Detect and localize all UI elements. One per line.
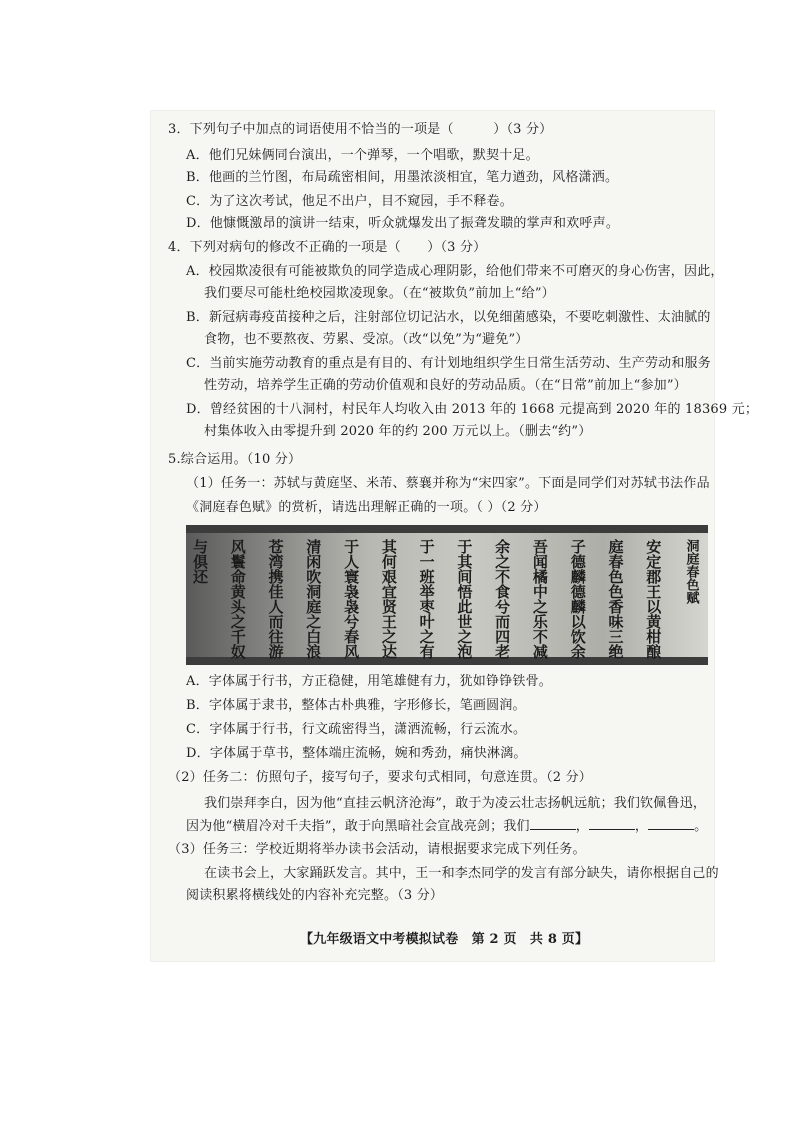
calligraphy-column: 于其间悟此世之泡 <box>455 539 474 659</box>
q5-task2-line2: 我们崇拜李白，因为他“直挂云帆济沧海”，敢于为凌云壮志扬帆远航；我们钦佩鲁迅， <box>204 796 707 811</box>
calligraphy-column: 庭春色色香味三绝 <box>606 539 625 659</box>
q4-option-a-line1: A．校园欺凌很有可能被欺负的同学造成心理阴影，给他们带来不可磨灭的身心伤害，因此， <box>186 264 724 279</box>
q5-task1-option-b: B．字体属于隶书，整体古朴典雅，字形修长，笔画圆润。 <box>186 698 526 713</box>
calligraphy-column: 子德麟德麟以饮余 <box>568 539 587 659</box>
calligraphy-artwork <box>186 525 708 665</box>
q3-option-b: B．他画的兰竹图，布局疏密相间，用墨浓淡相宜，笔力遒劲，风格潇洒。 <box>186 170 619 185</box>
q4-option-b-line2: 食物，也不要熬夜、劳累、受凉。（改“以免”为“避免”） <box>204 332 529 347</box>
q3-stem: 3．下列句子中加点的词语使用不恰当的一项是（ ）（3 分） <box>168 122 553 137</box>
q4-option-d-line2: 村集体收入由零提升到 2020 年的约 200 万元以上。（删去“约”） <box>204 424 592 439</box>
q4-option-c-line1: C．当前实施劳动教育的重点是有目的、有计划地组织学生日常生活劳动、生产劳动和服务 <box>186 356 711 371</box>
calligraphy-column: 安定郡王以黄柑酿 <box>644 539 663 659</box>
page-footer: 【九年级语文中考模拟试卷 第 2 页 共 8 页】 <box>300 932 589 947</box>
comma-2: ， <box>634 819 649 834</box>
q4-option-c-line2: 性劳动，培养学生正确的劳动价值观和良好的劳动品质。（在“日常”前加上“参加”） <box>204 378 687 393</box>
q4-option-a-line2: 我们要尽可能杜绝校园欺凌现象。（在“被欺负”前加上“给”） <box>204 286 555 301</box>
calligraphy-column: 于一班举枣叶之有 <box>417 539 436 659</box>
calligraphy-column: 余之不食兮而四老 <box>493 539 512 659</box>
q5-task1-option-a: A．字体属于行书，方正稳健，用笔雄健有力，犹如铮铮铁骨。 <box>186 674 552 689</box>
q5-task1-option-c: C．字体属于行书，行文疏密得当，潇洒流畅，行云流水。 <box>186 722 527 737</box>
answer-blank-1[interactable] <box>530 818 576 830</box>
q4-option-d-line1: D．曾经贫困的十八洞村，村民年人均收入由 2013 年的 1668 元提高到 2020 年的 18369 元； <box>186 402 759 417</box>
calligraphy-column: 洞庭春色赋 <box>683 539 699 604</box>
q5-task2-line1: （2）任务二：仿照句子，接写句子，要求句式相同，句意连贯。（2 分） <box>168 770 592 785</box>
calligraphy-column: 于人寰袅袅兮春风 <box>342 539 361 659</box>
calligraphy-column: 其何艰宜贤王之达 <box>379 539 398 659</box>
q5-stem: 5.综合运用。（10 分） <box>168 452 302 467</box>
calligraphy-column: 吾闻橘中之乐不减 <box>530 539 549 659</box>
calligraphy-column: 与俱还 <box>191 539 209 584</box>
q5-task2-line3 <box>186 818 707 835</box>
q5-task2-line3-text: 因为他“横眉冷对千夫指”，敢于向黑暗社会宣战亮剑；我们 <box>186 819 530 834</box>
period: 。 <box>694 819 708 834</box>
q4-stem: 4．下列对病句的修改不正确的一项是（ ）（3 分） <box>168 240 487 255</box>
q5-task1-line2: 《洞庭春色赋》的赏析，请选出理解正确的一项。（ ）（2 分） <box>186 500 547 515</box>
comma-1: ， <box>575 819 589 834</box>
calligraphy-column: 苍湾携佳人而往游 <box>266 539 285 659</box>
q5-task3-line1: （3）任务三：学校近期将举办读书会活动，请根据要求完成下列任务。 <box>168 842 586 857</box>
calligraphy-column: 风鬟命黄头之千奴 <box>228 539 247 659</box>
q3-option-c: C．为了这次考试，他足不出户，目不窥园，手不释卷。 <box>186 194 513 209</box>
calligraphy-image <box>186 525 708 665</box>
calligraphy-column: 清闲吹洞庭之白浪 <box>304 539 323 659</box>
q4-option-b-line1: B．新冠病毒疫苗接种之后，注射部位切记沾水，以免细菌感染，不要吃刺激性、太油腻的 <box>186 310 711 325</box>
q5-task1-line1: （1）任务一：苏轼与黄庭坚、米芾、蔡襄并称为“宋四家”。下面是同学们对苏轼书法作品 <box>186 476 710 491</box>
answer-blank-2[interactable] <box>589 818 635 830</box>
q3-option-a: A．他们兄妹俩同台演出，一个弹琴，一个唱歌，默契十足。 <box>186 148 539 163</box>
q5-task3-line3: 阅读积累将横线处的内容补充完整。（3 分） <box>186 888 444 903</box>
answer-blank-3[interactable] <box>648 818 694 830</box>
q5-task1-option-d: D．字体属于草书，整体端庄流畅，婉和秀劲，痛快淋漓。 <box>186 746 527 761</box>
q3-option-d: D．他慷慨激昂的演讲一结束，听众就爆发出了振聋发聩的掌声和欢呼声。 <box>186 216 620 231</box>
q5-task3-line2: 在读书会上，大家踊跃发言。其中，王一和李杰同学的发言有部分缺失，请你根据自己的 <box>204 866 719 881</box>
